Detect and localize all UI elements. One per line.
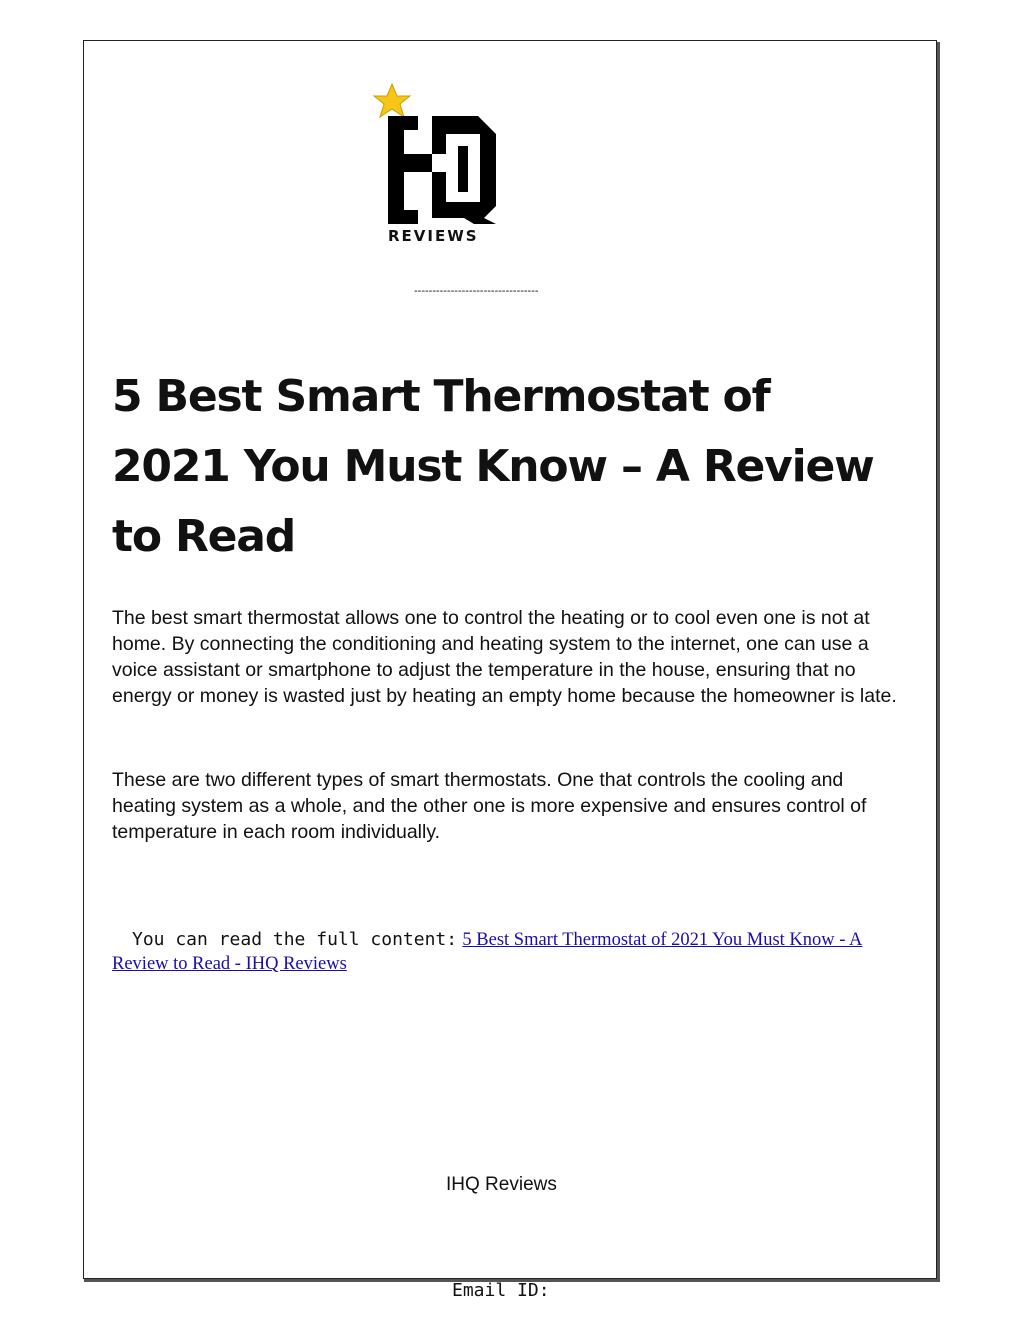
- footer-email-label: Email ID:: [452, 1280, 550, 1301]
- article-paragraph-1: The best smart thermostat allows one to control the heating or to cool even one is not at home. By connecting the conditioning and heating system to the internet, one can use a voice assistant or smartphone to adjust the temperature in the house, ensuring that no energy or money is wasted just by heating an empty home because the homeowner is late.: [112, 607, 897, 707]
- star-icon: [374, 84, 410, 117]
- read-more-label: You can read the full content:: [132, 929, 458, 950]
- article-title: 5 Best Smart Thermostat of 2021 You Must Know – A Review to Read: [112, 371, 874, 562]
- ihq-logo: [370, 82, 510, 248]
- separator-line: ----------------------------------: [414, 285, 539, 297]
- full-content-link[interactable]: 5 Best Smart Thermostat of 2021 You Must Know - A Review to Read - IHQ Reviews: [112, 930, 863, 974]
- logo-wordmark: REVIEWS: [388, 227, 479, 245]
- article-paragraph-2: These are two different types of smart thermostats. One that controls the cooling and heating system as a whole, and the other one is more expensive and ensures control of temperature in each room individually.: [112, 769, 867, 843]
- logo-i-bar: [388, 116, 404, 224]
- read-more-line: [112, 928, 912, 976]
- footer-site-name: IHQ Reviews: [446, 1174, 557, 1195]
- page-shadow-right: [937, 42, 940, 1282]
